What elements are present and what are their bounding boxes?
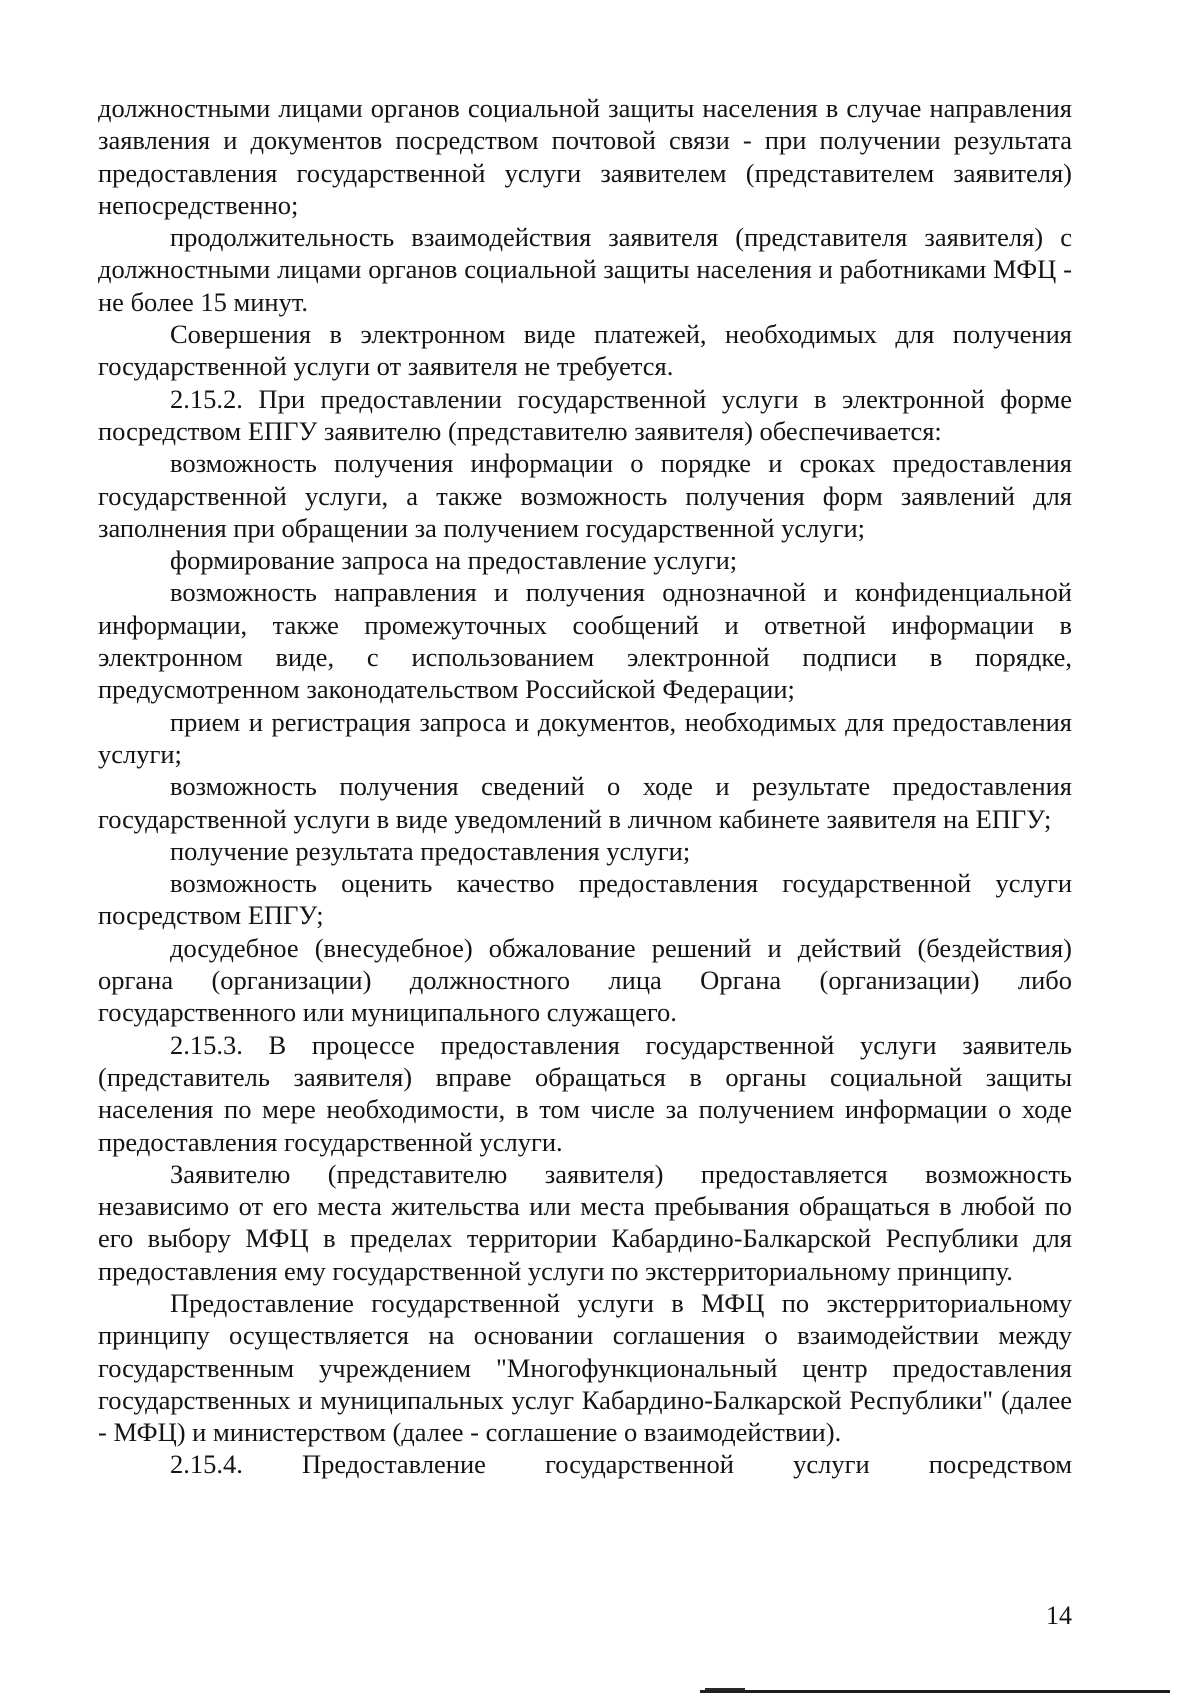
scan-edge-mark: [705, 1688, 745, 1690]
paragraph-9: возможность получения сведений о ходе и результате предоставления государственной услуги в виде уведомлений в личном кабинете заявителя на ЕПГУ;: [98, 771, 1072, 834]
paragraph-2: продолжительность взаимодействия заявителя (представителя заявителя) с должностными лицами органов социальной защиты населения и работниками МФЦ - не более 15 минут.: [98, 222, 1072, 317]
scan-edge-line: [700, 1690, 1170, 1693]
paragraph-3: Совершения в электронном виде платежей, необходимых для получения государственной услуги от заявителя не требуется.: [98, 319, 1072, 382]
paragraph-4: 2.15.2. При предоставлении государственной услуги в электронной форме посредством ЕПГУ заявителю (представителю заявителя) обеспечивается:: [98, 383, 1072, 446]
document-body: [98, 92, 1072, 1481]
paragraph-1: должностными лицами органов социальной защиты населения в случае направления заявления и документов посредством почтовой связи - при получении результата предоставления государственной услуги заявителем (представителем заявителя) непосредственно;: [98, 93, 1072, 220]
paragraph-15: Предоставление государственной услуги в МФЦ по экстерриториальному принципу осуществляется на основании соглашения о взаимодействии между государственным учреждением "Многофункциональный центр предоставления государственных и муниципальных услуг Кабардино-Балкарской Республики" (далее - МФЦ) и министерством (далее - соглашение о взаимодействии).: [98, 1287, 1072, 1448]
paragraph-11: возможность оценить качество предоставления государственной услуги посредством ЕПГУ;: [98, 868, 1072, 931]
paragraph-5: возможность получения информации о порядке и сроках предоставления государственной услуги, а также возможность получения форм заявлений для заполнения при обращении за получением государственной услуги;: [98, 448, 1072, 543]
paragraph-8: прием и регистрация запроса и документов, необходимых для предоставления услуги;: [98, 706, 1072, 769]
paragraph-7: возможность направления и получения однозначной и конфиденциальной информации, также промежуточных сообщений и ответной информации в электронном виде, с использованием электронной подписи в порядке, предусмотренном законодательством Российской Федерации;: [98, 577, 1072, 705]
paragraph-16: 2.15.4. Предоставление государственной услуги посредством: [170, 1449, 1072, 1480]
page-number: 14: [1046, 1601, 1072, 1630]
paragraph-12: досудебное (внесудебное) обжалование решений и действий (бездействия) органа (организации) должностного лица Органа (организации) либо государственного или муниципального служащего.: [98, 932, 1072, 1028]
paragraph-13: 2.15.3. В процессе предоставления государственной услуги заявитель (представитель заявителя) вправе обращаться в органы социальной защиты населения по мере необходимости, в том числе за получением информации о ходе предоставления государственной услуги.: [98, 1029, 1072, 1157]
paragraph-14: Заявителю (представителю заявителя) предоставляется возможность независимо от его места жительства или места пребывания обращаться в любой по его выбору МФЦ в пределах территории Кабардино-Балкарской Республики для предоставления ему государственной услуги по экстерриториальному принципу.: [98, 1158, 1072, 1286]
paragraph-6: формирование запроса на предоставление услуги;: [170, 545, 738, 576]
paragraph-10: получение результата предоставления услуги;: [170, 835, 691, 866]
